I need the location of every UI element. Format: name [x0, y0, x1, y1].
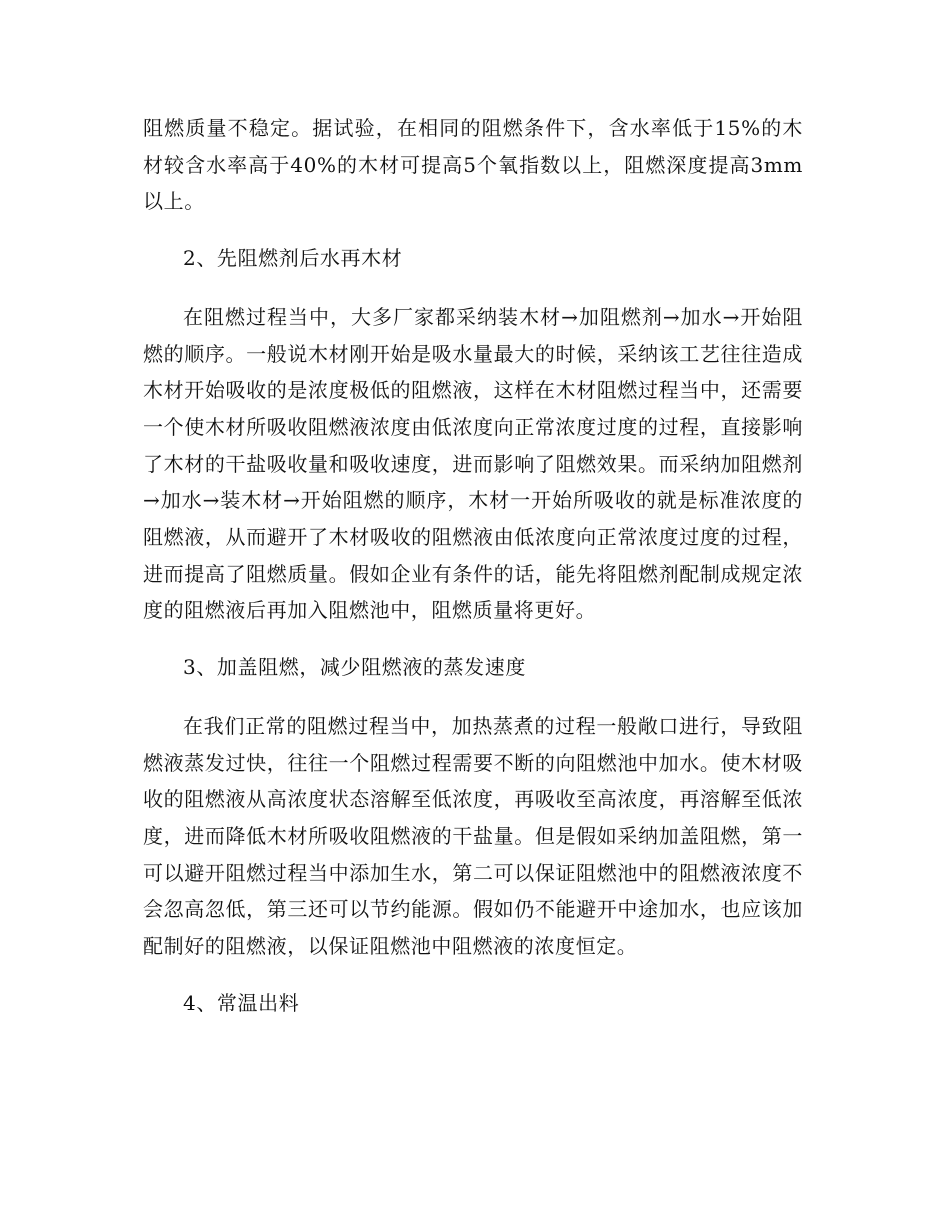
spacer: [143, 629, 803, 649]
section-heading-3: 3、加盖阻燃，减少阻燃液的蒸发速度: [183, 655, 526, 680]
spacer: [143, 965, 803, 985]
spacer: [143, 277, 803, 299]
section-heading-4: 4、常温出料: [183, 990, 300, 1015]
spacer: [143, 686, 803, 708]
paragraph-section-2: 在阻燃过程当中，大多厂家都采纳装木材→加阻燃剂→加水→开始阻燃的顺序。一般说木材刚开始是吸水量最大的时候，采纳该工艺往往造成木材开始吸收的是浓度极低的阻燃液，这样在木材阻燃过程当中，还需要一个使木材所吸收阻燃液浓度由低浓度向正常浓度过度的过程，直接影响了木材的干盐吸收量和吸收速度，进而影响了阻燃效果。而采纳加阻燃剂→加水→装木材→开始阻燃的顺序，木材一开始所吸收的就是标准浓度的阻燃液，从而避开了木材吸收的阻燃液由低浓度向正常浓度过度的过程，进而提高了阻燃质量。假如企业有条件的话，能先将阻燃剂配制成规定浓度的阻燃液后再加入阻燃池中，阻燃质量将更好。: [143, 304, 803, 623]
section-heading-2: 2、先阻燃剂后水再木材: [183, 246, 403, 271]
paragraph-section-3: 在我们正常的阻燃过程当中，加热蒸煮的过程一般敞口进行，导致阻燃液蒸发过快，往往一个阻燃过程需要不断的向阻燃池中加水。使木材吸收的阻燃液从高浓度状态溶解至低浓度，再吸收至高浓度，再溶解至低浓度，进而降低木材所吸收阻燃液的干盐量。但是假如采纳加盖阻燃，第一可以避开阻燃过程当中添加生水，第二可以保证阻燃池中的阻燃液浓度不会忽高忽低，第三还可以节约能源。假如仍不能避开中途加水，也应该加配制好的阻燃液，以保证阻燃池中阻燃液的浓度恒定。: [143, 713, 803, 959]
spacer: [143, 220, 803, 240]
paragraph-intro: 阻燃质量不稳定。据试验，在相同的阻燃条件下，含水率低于15%的木材较含水率高于40%的木材可提高5个氧指数以上，阻燃深度提高3mm以上。: [143, 116, 803, 214]
document-body: [143, 110, 803, 1021]
